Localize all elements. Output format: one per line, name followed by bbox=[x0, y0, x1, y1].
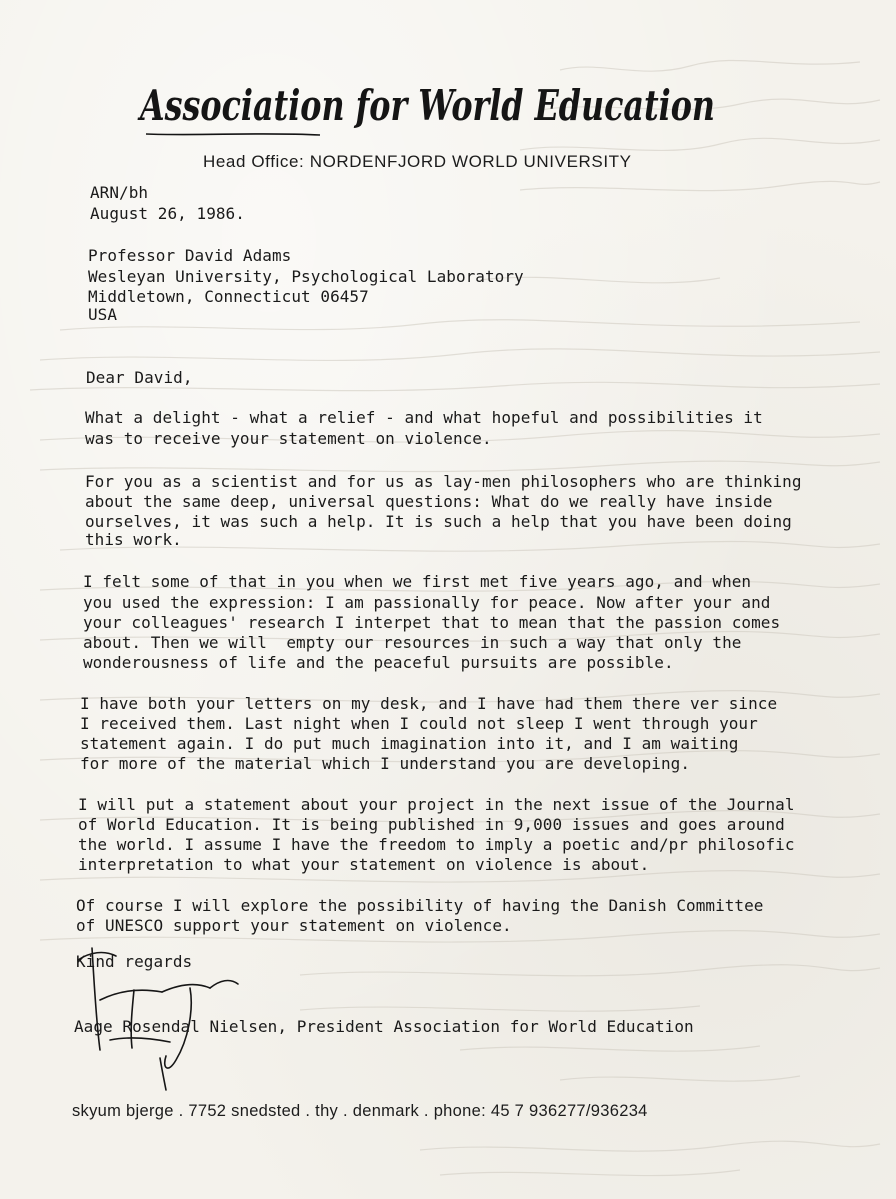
body-line: about. Then we will empty our resources in such a way that only the bbox=[83, 633, 742, 652]
body-line: your colleagues' research I interpet that to mean that the passion comes bbox=[83, 613, 781, 632]
salutation: Dear David, bbox=[86, 368, 193, 387]
recipient-line: Professor David Adams bbox=[88, 246, 292, 265]
body-line: statement again. I do put much imagination into it, and I am waiting bbox=[80, 734, 739, 753]
organization-wordmark: Association for World Education bbox=[136, 81, 716, 130]
body-line: Of course I will explore the possibility of having the Danish Committee bbox=[76, 896, 764, 915]
footer-address: skyum bjerge . 7752 snedsted . thy . denmark . phone: 45 7 936277/936234 bbox=[72, 1102, 648, 1120]
body-line: interpretation to what your statement on violence is about. bbox=[78, 855, 650, 874]
recipient-line: USA bbox=[88, 305, 118, 324]
body-line: What a delight - what a relief - and what hopeful and possibilities it bbox=[85, 408, 763, 427]
body-line: of UNESCO support your statement on violence. bbox=[76, 916, 512, 935]
recipient-line: Middletown, Connecticut 06457 bbox=[88, 287, 369, 306]
reference-code: ARN/bh bbox=[90, 183, 149, 202]
letter-date: August 26, 1986. bbox=[90, 204, 245, 223]
body-line: I will put a statement about your project in the next issue of the Journal bbox=[78, 795, 795, 814]
body-line: I felt some of that in you when we first met five years ago, and when bbox=[83, 572, 752, 591]
body-line: you used the expression: I am passionally for peace. Now after your and bbox=[83, 593, 771, 612]
body-line: of World Education. It is being published in 9,000 issues and goes around bbox=[78, 815, 785, 834]
closing: Kind regards bbox=[76, 952, 193, 971]
body-line: I received them. Last night when I could not sleep I went through your bbox=[80, 714, 758, 733]
body-line: for more of the material which I understand you are developing. bbox=[80, 754, 691, 773]
recipient-line: Wesleyan University, Psychological Laboratory bbox=[88, 267, 524, 286]
body-line: I have both your letters on my desk, and I have had them there ver since bbox=[80, 694, 778, 713]
body-line: about the same deep, universal questions: What do we really have inside bbox=[85, 492, 773, 511]
head-office-line: Head Office: NORDENFJORD WORLD UNIVERSITY bbox=[203, 152, 632, 171]
signature-block: Aage Rosendal Nielsen, President Association for World Education bbox=[74, 1017, 694, 1036]
body-line: was to receive your statement on violence. bbox=[85, 429, 492, 448]
letterhead-logo bbox=[136, 62, 720, 142]
body-line: this work. bbox=[85, 530, 182, 549]
body-line: wonderousness of life and the peaceful pursuits are possible. bbox=[83, 653, 674, 672]
body-line: For you as a scientist and for us as lay-men philosophers who are thinking bbox=[85, 472, 802, 491]
body-line: ourselves, it was such a help. It is such a help that you have been doing bbox=[85, 512, 792, 531]
body-line: the world. I assume I have the freedom to imply a poetic and/pr philosofic bbox=[78, 835, 795, 854]
